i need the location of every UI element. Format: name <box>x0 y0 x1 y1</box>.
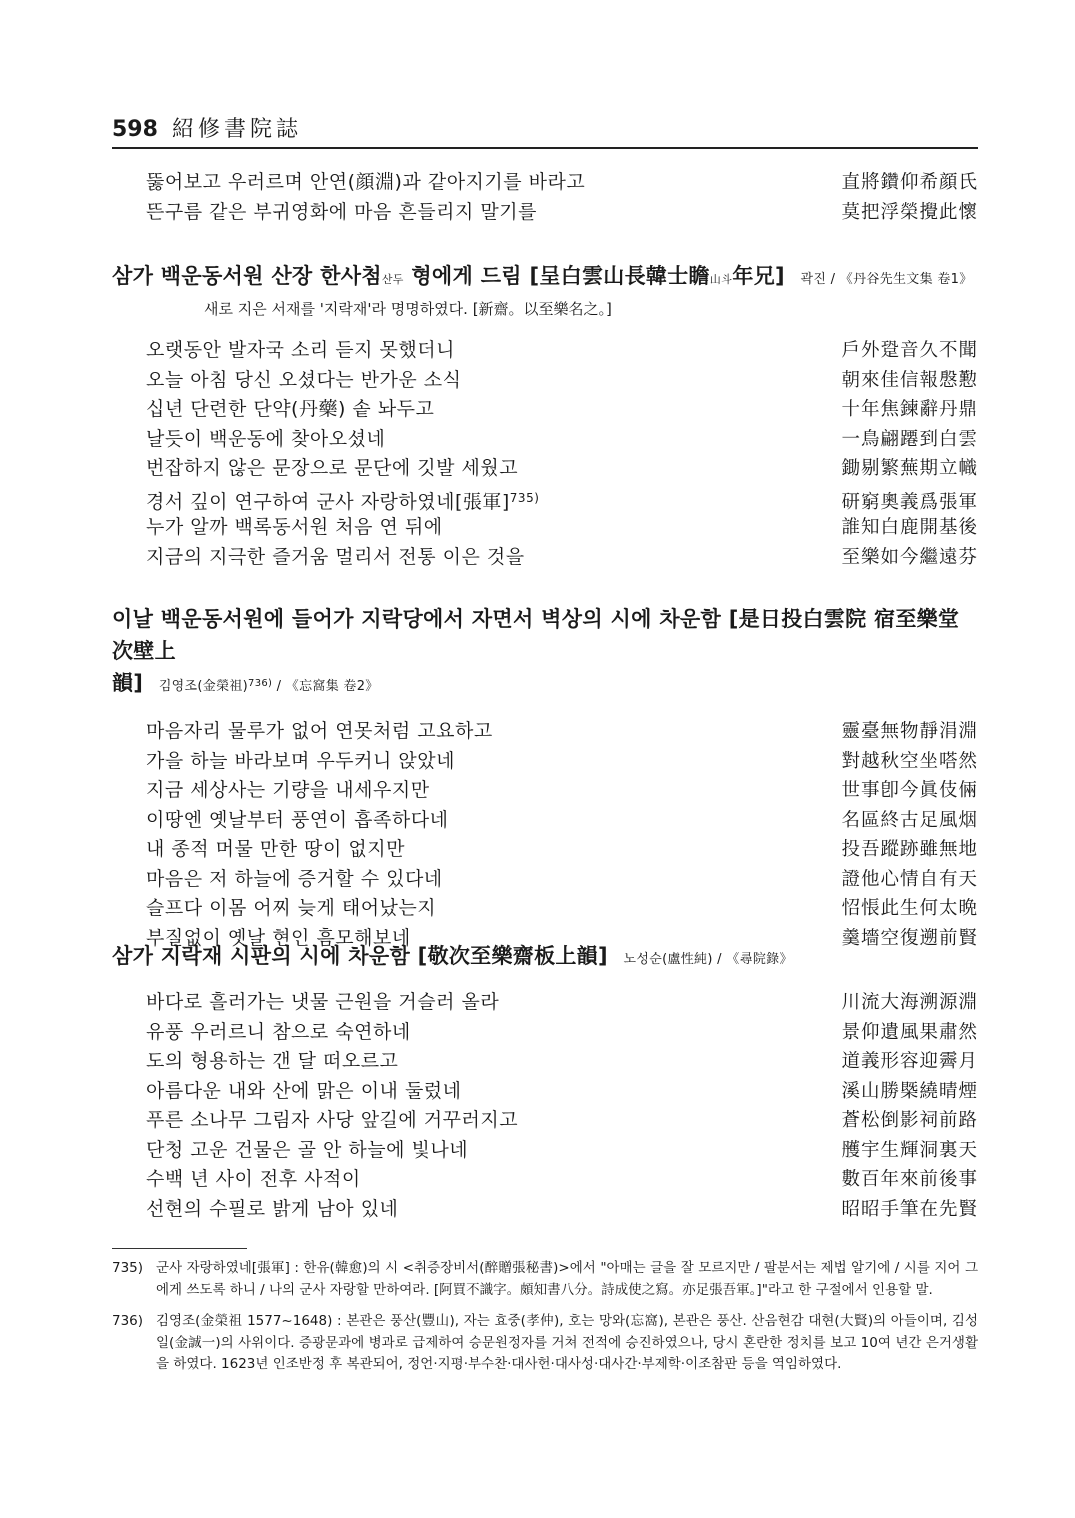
poem-line <box>112 484 978 514</box>
poem-title-text: 삼가 지락재 시판의 시에 차운함 [敬次至樂齋板上韻] <box>112 944 608 968</box>
hanja-line: 羹墻空復遡前賢 <box>841 927 978 949</box>
korean-line: 오늘 아침 당신 오셨다는 반가운 소식 <box>146 368 462 391</box>
hanja-line: 鋤剔繁蕪期立幟 <box>841 458 978 479</box>
poem-line <box>112 513 978 543</box>
hanja-line: 世事卽今眞伎倆 <box>841 780 978 801</box>
poem-line <box>112 1195 978 1225</box>
hanja-line: 數百年來前後事 <box>841 1169 978 1190</box>
hanja-line: 景仰遺風果肅然 <box>841 1021 978 1043</box>
footnote-text: 김영조(金榮祖 1577~1648) : 본관은 풍산(豐山), 자는 효중(孝仲), 호는 망와(忘窩), 본관은 풍산. 산음현감 대현(大賢)의 아들이며, 김성일(金誠一)의 사위이다. 증광문과에 병과로 급제하여 승문원정자를 거쳐 전적에 승진하였으나, 당시 혼란한 정치를 보고 10여 년간 은거생활을 하였다. 1623년 인조반정 후 복관되어, 정언·지평·부수찬·대사헌·대사성·대사간·부제학·이조참판 등을 역임하였다. <box>156 1313 978 1372</box>
poem-line <box>112 894 978 924</box>
poem-title-small: 山斗 <box>709 273 733 286</box>
hanja-line: 雘宇生輝洞裏天 <box>841 1139 978 1161</box>
poem-preface: 새로 지은 서재를 '지락재'라 명명하였다. [新齋。以至樂名之。] <box>204 300 612 318</box>
poem-line <box>112 865 978 895</box>
poem-line <box>112 1136 978 1166</box>
page-header <box>112 112 978 149</box>
poem-title <box>112 603 978 703</box>
hanja-line: 蒼松倒影祠前路 <box>841 1110 978 1131</box>
poem-source: 《丹谷先生文集 卷1》 <box>839 272 973 287</box>
hanja-line: 道義形容迎霽月 <box>841 1051 978 1072</box>
korean-line: 푸른 소나무 그림자 사당 앞길에 거꾸러지고 <box>146 1109 519 1131</box>
poem-line <box>112 806 978 836</box>
page-number: 598 <box>112 117 158 142</box>
korean-line: 지금의 지극한 즐거움 멀리서 전통 이은 것을 <box>146 545 525 568</box>
korean-line: 오랫동안 발자국 소리 듣지 못했더니 <box>146 339 455 361</box>
korean-line: 유풍 우러르니 참으로 숙연하네 <box>146 1020 411 1043</box>
poem-author-separator: / <box>272 679 286 694</box>
footnote-ref: 735) <box>509 490 540 505</box>
hanja-line: 名區終古足風烟 <box>841 809 978 831</box>
poem-title-text: 삼가 백운동서원 산장 한사첨 <box>112 264 382 288</box>
footnote <box>112 1311 978 1376</box>
hanja-line: 研窮奧義爲張軍 <box>841 491 978 513</box>
book-title: 紹修書院誌 <box>171 117 302 142</box>
korean-line: 마음은 저 하늘에 증거할 수 있다네 <box>146 867 443 890</box>
poem-line <box>112 198 978 228</box>
korean-line: 날듯이 백운동에 찾아오셨네 <box>146 427 386 450</box>
poem-line <box>112 1165 978 1195</box>
footnote-ref: 736) <box>248 678 273 689</box>
korean-line: 아름다운 내와 산에 맑은 이내 둘렀네 <box>146 1079 462 1102</box>
poem-line <box>112 168 978 198</box>
korean-line: 누가 알까 백록동서원 처음 연 뒤에 <box>146 516 443 538</box>
poem-section-2 <box>112 603 978 953</box>
hanja-line: 溪山勝槩繞晴煙 <box>841 1080 978 1102</box>
poem-source: 《忘窩集 卷2》 <box>285 679 379 694</box>
korean-line: 부질없이 옛날 현인 흠모해보네 <box>146 926 411 949</box>
poem-line <box>112 1077 978 1107</box>
korean-line: 번잡하지 않은 문장으로 문단에 깃발 세웠고 <box>146 457 519 479</box>
korean-line: 마음자리 물루가 없어 연못처럼 고요하고 <box>146 720 493 742</box>
poem-title-small: 산두 <box>381 273 404 286</box>
poem-author: 곽진 / <box>800 272 840 287</box>
korean-line: 도의 형용하는 갠 달 떠오르고 <box>146 1050 399 1072</box>
poem-line <box>112 454 978 484</box>
poem-line <box>112 1018 978 1048</box>
korean-line: 가을 하늘 바라보며 우두커니 앉았네 <box>146 749 455 772</box>
hanja-line: 戶外跫音久不聞 <box>841 340 978 361</box>
footnote <box>112 1258 978 1301</box>
poem-line <box>112 1047 978 1077</box>
poem-title-text: 年兄] <box>732 264 785 288</box>
poem-line <box>112 395 978 425</box>
korean-line <box>112 484 539 518</box>
poem-title <box>112 260 978 296</box>
korean-line: 내 종적 머물 만한 땅이 없지만 <box>146 838 405 860</box>
korean-line: 바다로 흘러가는 냇물 근원을 거슬러 올라 <box>146 991 500 1013</box>
hanja-line: 誰知白鹿開基後 <box>841 517 978 538</box>
poem-author: 노성순(盧性純) / <box>623 952 727 967</box>
poem-line <box>112 366 978 396</box>
korean-line: 선현의 수필로 밝게 남아 있네 <box>146 1197 399 1220</box>
poem-section-1 <box>112 260 978 572</box>
hanja-line: 至樂如今繼遠芬 <box>841 546 978 568</box>
poem-line <box>112 543 978 573</box>
poem-line <box>112 747 978 777</box>
poem-title-text: 韻] <box>112 671 144 695</box>
poem-title <box>112 940 978 976</box>
hanja-line: 莫把浮榮攪此懷 <box>841 201 978 223</box>
intro-poem <box>112 168 978 227</box>
hanja-line: 對越秋空坐嗒然 <box>841 750 978 772</box>
hanja-line: 川流大海溯源淵 <box>841 992 978 1013</box>
korean-line: 슬프다 이몸 어찌 늦게 태어났는지 <box>146 897 437 919</box>
poem-title-text: 이날 백운동서원에 들어가 지락당에서 자면서 벽상의 시에 차운함 [是日投白雲院 宿至樂堂 次壁上 <box>112 607 960 663</box>
korean-line: 이땅엔 옛날부터 풍연이 흡족하다네 <box>146 808 449 831</box>
korean-line: 수백 년 사이 전후 사적이 <box>146 1168 361 1190</box>
poem-line <box>112 717 978 747</box>
poem-title-text: 형에게 드림 [呈白雲山長韓士瞻 <box>403 264 710 288</box>
footnotes <box>112 1258 978 1386</box>
footnote-text: 군사 자랑하였네[張軍] : 한유(韓愈)의 시 <취증장비서(醉贈張秘書)>에서 "아매는 글을 잘 모르지만 / 팔분서는 제법 알기에 / 시를 지어 그에게 쓰도록 하니 / 나의 군사 자랑할 만하여라. [阿買不識字。頗知書八分。詩成使之寫。亦足張吾軍。]"라고 한 구절에서 인용할 말. <box>156 1260 978 1298</box>
footnote-number: 736) <box>112 1313 144 1329</box>
poem-line <box>112 988 978 1018</box>
poem-author-name: 김영조(金榮祖) <box>158 679 249 694</box>
hanja-line: 十年焦鍊辭丹鼎 <box>841 399 978 420</box>
korean-line-text: 경서 깊이 연구하여 군사 자랑하였네[張軍] <box>146 490 510 513</box>
korean-line: 단청 고운 건물은 골 안 하늘에 빛나네 <box>146 1138 469 1161</box>
korean-line: 십년 단련한 단약(丹藥) 솥 놔두고 <box>146 398 435 420</box>
poem-line <box>112 1106 978 1136</box>
hanja-line: 靈臺無物靜涓淵 <box>841 721 978 742</box>
korean-line: 뜬구름 같은 부귀영화에 마음 흔들리지 말기를 <box>146 200 537 223</box>
poem-section-3 <box>112 940 978 1224</box>
hanja-line: 證他心情自有天 <box>841 868 978 890</box>
hanja-line: 一鳥翩蹮到白雲 <box>841 428 978 450</box>
hanja-line: 直將鑽仰希顔氏 <box>841 172 978 193</box>
korean-line: 지금 세상사는 기량을 내세우지만 <box>146 779 430 801</box>
footnote-divider <box>112 1248 247 1249</box>
poem-line <box>112 425 978 455</box>
poem-line <box>112 776 978 806</box>
hanja-line: 朝來佳信報慇懃 <box>841 369 978 391</box>
poem-author <box>159 679 286 694</box>
hanja-line: 怊悵此生何太晩 <box>841 898 978 919</box>
korean-line: 뚫어보고 우러르며 안연(顔淵)과 같아지기를 바라고 <box>146 171 586 193</box>
hanja-line: 昭昭手筆在先賢 <box>841 1198 978 1220</box>
poem-source: 《尋院錄》 <box>726 952 793 967</box>
poem-line <box>112 336 978 366</box>
footnote-number: 735) <box>112 1260 144 1276</box>
hanja-line: 投吾蹤跡雖無地 <box>841 839 978 860</box>
poem-line <box>112 835 978 865</box>
